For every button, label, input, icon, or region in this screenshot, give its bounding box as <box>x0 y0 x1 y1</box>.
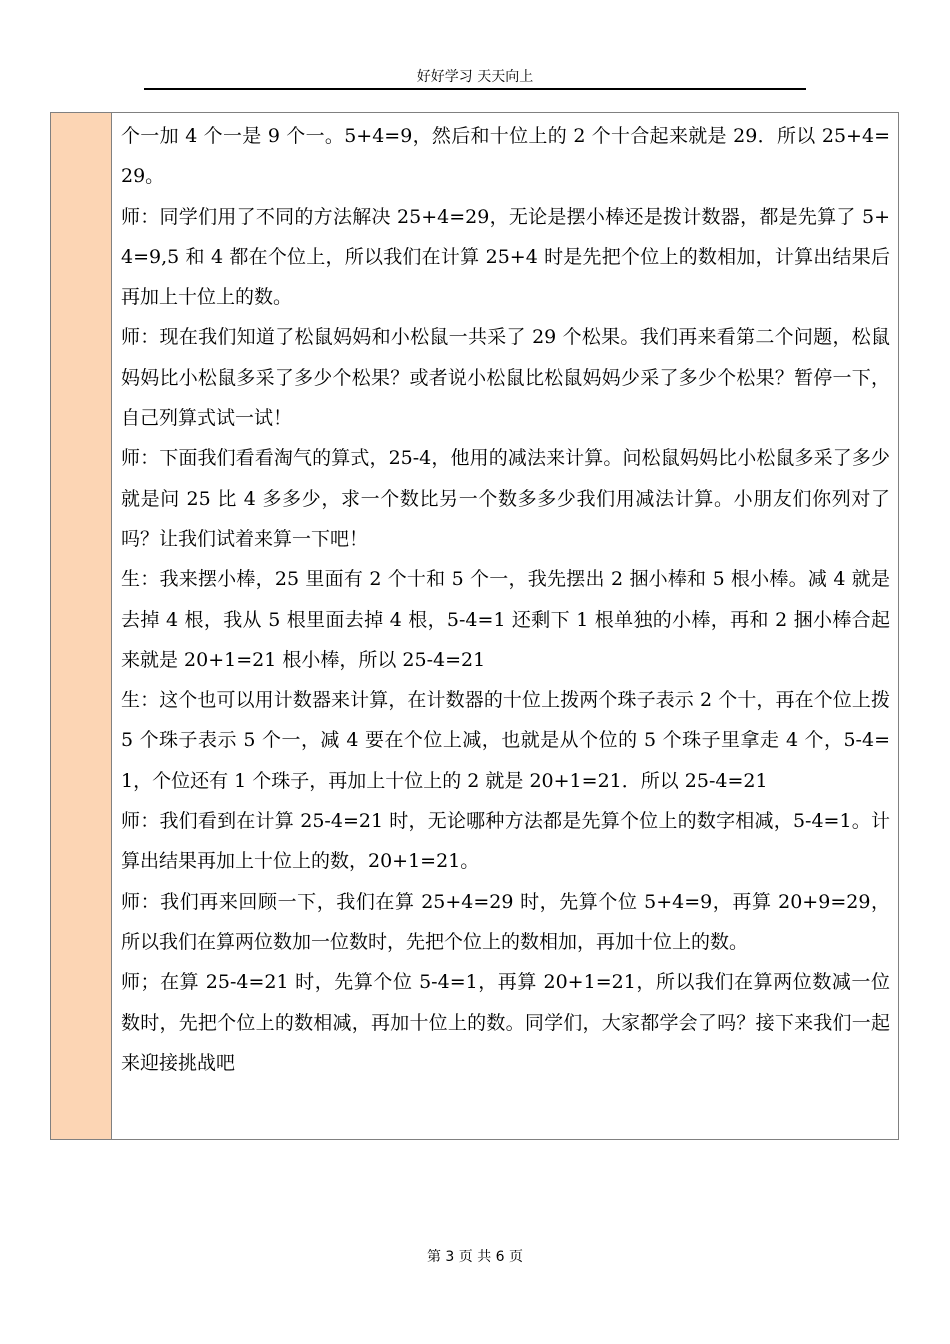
lesson-content-cell <box>112 113 898 1139</box>
lesson-table <box>50 112 899 1140</box>
paragraph-2: 师：同学们用了不同的方法解决 25+4=29，无论是摆小棒还是拨计数器，都是先算了 5+4=9,5 和 4 都在个位上，所以我们在计算 25+4 时是先把个位上的数相加，计算出结果后再加上十位上的数。 <box>121 205 890 309</box>
paragraph-6: 生：这个也可以用计数器来计算，在计数器的十位上拨两个珠子表示 2 个十，再在个位上拨 5 个珠子表示 5 个一，减 4 要在个位上减，也就是从个位的 5 个珠子里拿走 4 个，5-4=1，个位还有 1 个珠子，再加上十位上的 2 就是 20+1=21．所以 25-4=21 <box>121 689 890 792</box>
paragraph-3: 师：现在我们知道了松鼠妈妈和小松鼠一共采了 29 个松果。我们再来看第二个问题，松鼠妈妈比小松鼠多采了多少个松果？或者说小松鼠比松鼠妈妈少采了多少个松果？暂停一下，自己列算式试一试！ <box>121 326 890 430</box>
page-header: 好好学习 天天向上 <box>144 68 806 90</box>
paragraph-8: 师：我们再来回顾一下，我们在算 25+4=29 时，先算个位 5+4=9，再算 20+9=29，所以我们在算两位数加一位数时，先把个位上的数相加，再加十位上的数。 <box>121 890 890 953</box>
paragraph-1: 个一加 4 个一是 9 个一。5+4=9，然后和十位上的 2 个十合起来就是 29．所以 25+4=29。 <box>121 125 890 188</box>
paragraph-4: 师：下面我们看看淘气的算式，25-4，他用的减法来计算。问松鼠妈妈比小松鼠多采了多少就是问 25 比 4 多多少，求一个数比另一个数多多少我们用减法计算。小朋友们你列对了吗？让我们试着来算一下吧！ <box>121 447 890 550</box>
paragraph-7: 师：我们看到在计算 25-4=21 时，无论哪种方法都是先算个位上的数字相减，5-4=1。计算出结果再加上十位上的数，20+1=21。 <box>121 810 890 873</box>
side-column-cell <box>51 113 112 1139</box>
page-footer: 第 3 页 共 6 页 <box>426 1249 524 1265</box>
paragraph-9: 师；在算 25-4=21 时，先算个位 5-4=1，再算 20+1=21，所以我们在算两位数减一位数时，先把个位上的数相减，再加十位上的数。同学们，大家都学会了吗？接下来我们一起来迎接挑战吧 <box>121 971 890 1074</box>
paragraph-5: 生：我来摆小棒，25 里面有 2 个十和 5 个一，我先摆出 2 捆小棒和 5 根小棒。减 4 就是去掉 4 根，我从 5 根里面去掉 4 根，5-4=1 还剩下 1 根单独的小棒，再和 2 捆小棒合起来就是 20+1=21 根小棒，所以 25-4=21 <box>121 568 890 671</box>
